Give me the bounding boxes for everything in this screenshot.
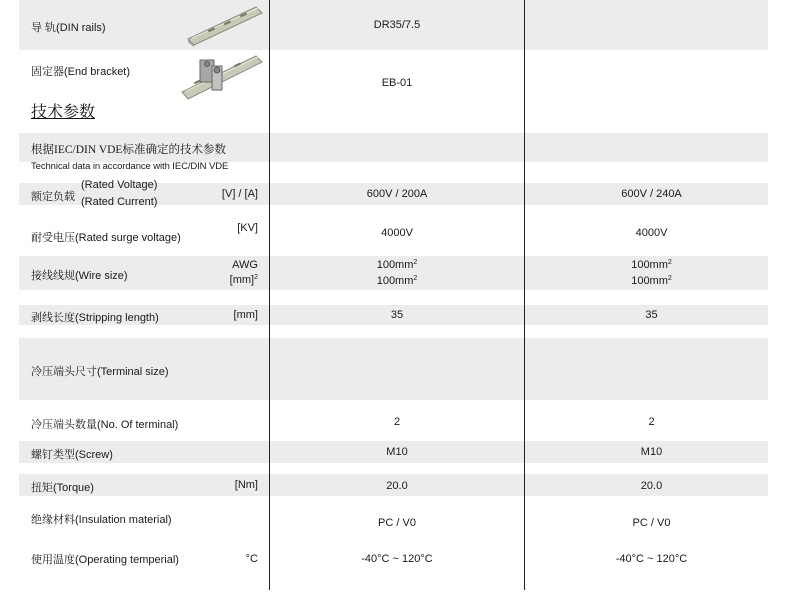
wire-size-value-2b: $100mm^2$: [631, 275, 672, 287]
screw-value-2: M10: [640, 446, 663, 458]
torque-unit: [Nm]: [234, 479, 258, 491]
wire-size-unit-awg: AWG: [232, 259, 258, 271]
section-title: 技术参数: [31, 104, 96, 121]
rated-load-label-cn: 额定负载: [31, 191, 75, 203]
torque-value-1: 20.0: [386, 480, 408, 492]
din-rail-model: DR35/7.5: [373, 19, 421, 31]
standard-title-en: Technical data in accordance with IEC/DIN VDE: [31, 161, 229, 172]
torque-value-2: 20.0: [640, 480, 663, 492]
end-bracket-image: [180, 50, 266, 105]
screw-label: 螺钉类型(Screw): [31, 449, 113, 461]
wire-size-unit-mm: [mm]$^2$: [229, 274, 258, 286]
torque-label: 扭矩(Torque): [31, 482, 94, 494]
temperature-value-2: -40°C ~ 120°C: [615, 553, 688, 565]
terminal-size-label: 冷压端头尺寸(Terminal size): [31, 366, 169, 378]
stripping-length-unit: [mm]: [233, 309, 258, 321]
rated-load-value-2: 600V / 240A: [621, 188, 682, 200]
end-bracket-model: EB-01: [381, 77, 413, 89]
rated-voltage-label: (Rated Voltage): [81, 179, 158, 191]
screw-value-1: M10: [386, 446, 408, 458]
standard-title-cn: 根据IEC/DIN VDE标准确定的技术参数: [31, 144, 226, 156]
terminal-count-value-2: 2: [648, 416, 655, 428]
din-rail-image: [186, 3, 264, 47]
insulation-label: 绝缘材料(Insulation material): [31, 514, 172, 526]
insulation-value-2: PC / V0: [632, 517, 671, 529]
wire-size-value-2a: $100mm^2$: [631, 259, 672, 271]
surge-voltage-label: 耐受电压(Rated surge voltage): [31, 232, 181, 244]
column-divider-right: [524, 0, 525, 590]
surge-voltage-value-1: 4000V: [381, 227, 413, 239]
temperature-label: 使用温度(Operating temperial): [31, 554, 179, 566]
surge-voltage-unit: [KV]: [237, 222, 258, 234]
insulation-value-1: PC / V0: [378, 517, 416, 529]
end-bracket-label: 固定器(End bracket): [31, 66, 131, 78]
din-rail-label: 导 轨(DIN rails): [31, 22, 106, 34]
stripping-length-value-1: 35: [390, 309, 404, 321]
stripping-length-value-2: 35: [645, 309, 658, 321]
surge-voltage-value-2: 4000V: [635, 227, 668, 239]
wire-size-label: 接线线规(Wire size): [31, 270, 128, 282]
rated-current-label: (Rated Current): [81, 196, 158, 208]
terminal-count-label: 冷压端头数量(No. Of terminal): [31, 419, 179, 431]
temperature-value-1: -40°C ~ 120°C: [361, 553, 433, 565]
terminal-count-value-1: 2: [393, 416, 401, 428]
wire-size-value-1a: $100mm^2$: [376, 259, 418, 271]
stripping-length-label: 剥线长度(Stripping length): [31, 312, 159, 324]
wire-size-value-1b: $100mm^2$: [376, 275, 418, 287]
rated-load-value-1: 600V / 200A: [366, 188, 428, 200]
rated-load-unit: [V] / [A]: [221, 188, 258, 200]
temperature-unit: °C: [245, 553, 258, 565]
